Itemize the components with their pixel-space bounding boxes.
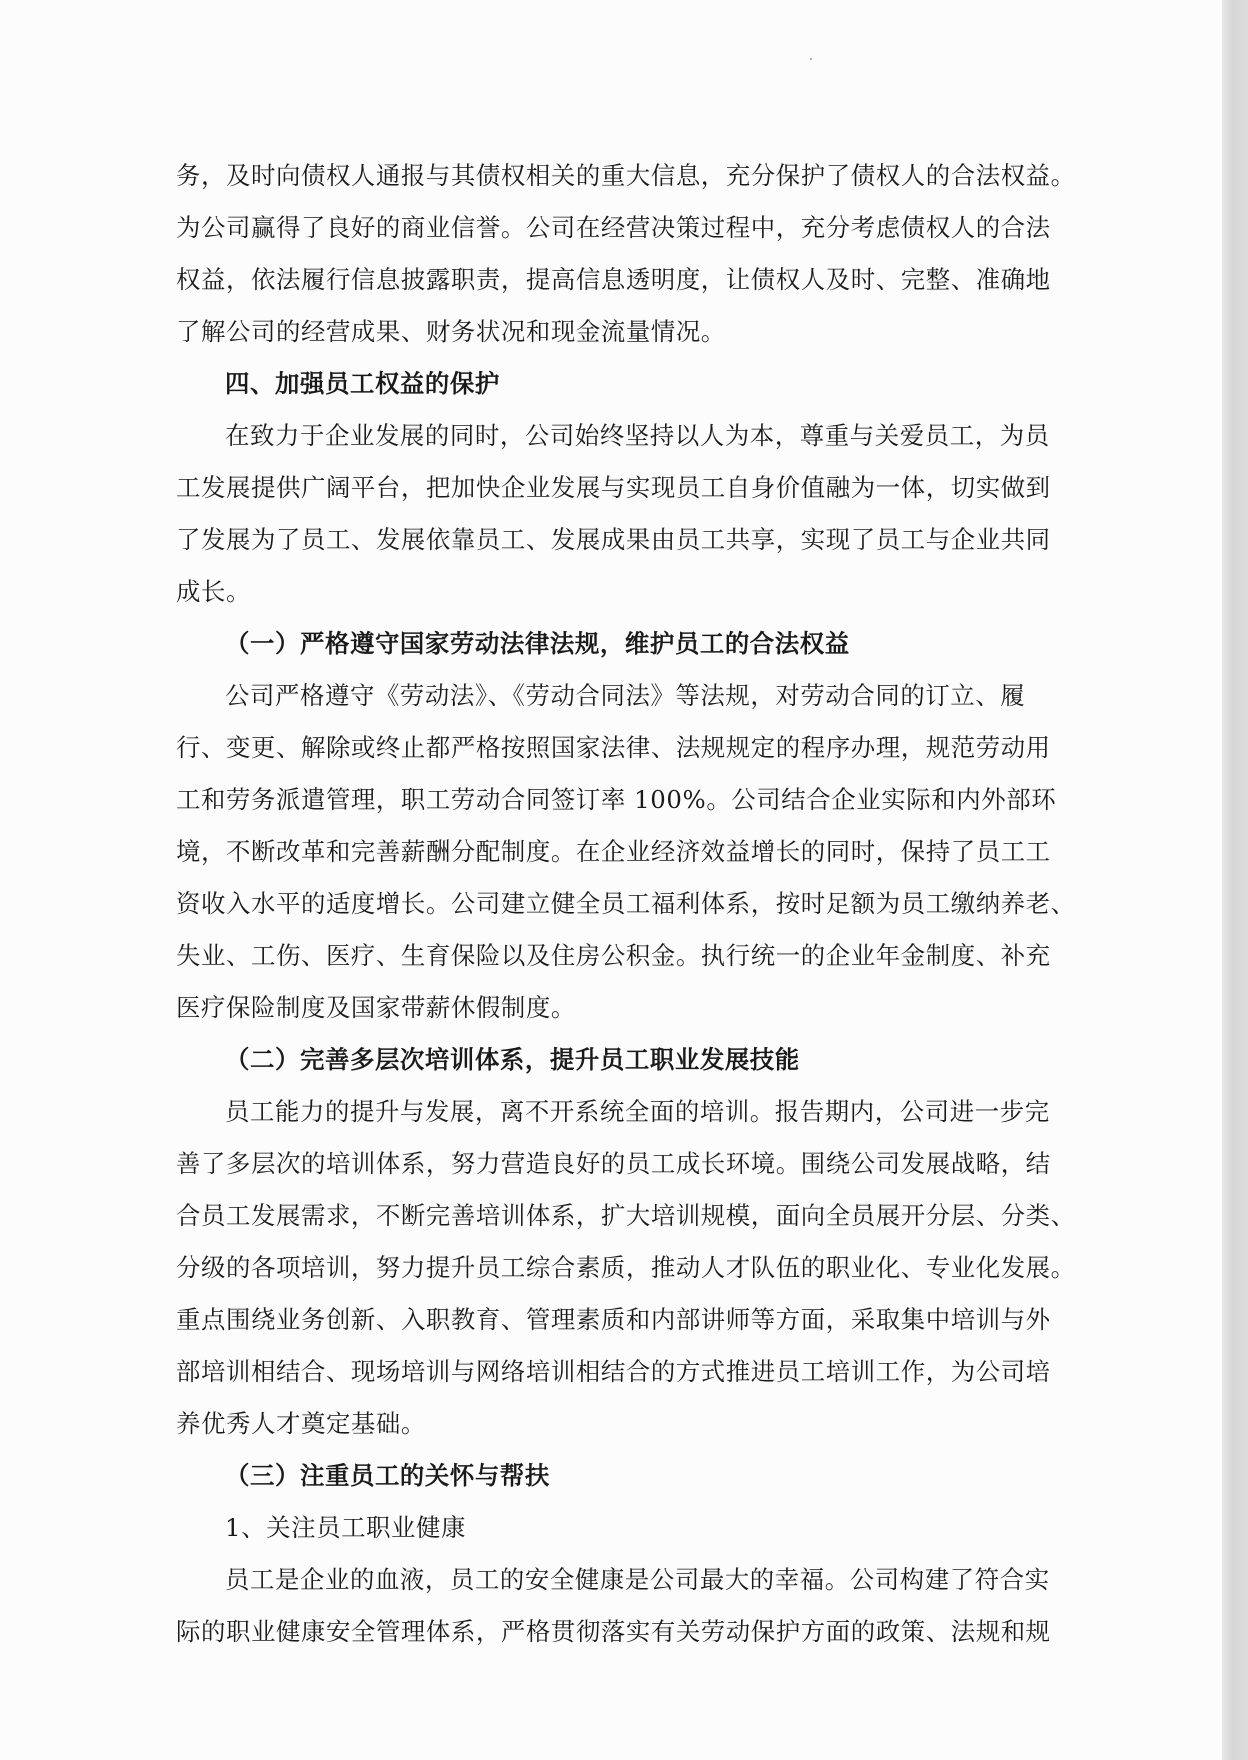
paragraph-line: 部培训相结合、现场培训与网络培训相结合的方式推进员工培训工作，为公司培: [176, 1357, 1051, 1386]
paragraph-line: 资收入水平的适度增长。公司建立健全员工福利体系，按时足额为员工缴纳养老、: [176, 889, 1076, 918]
paragraph-line: 在致力于企业发展的同时，公司始终坚持以人为本，尊重与关爱员工，为员: [225, 421, 1050, 450]
paragraph-line: 失业、工伤、医疗、生育保险以及住房公积金。执行统一的企业年金制度、补充: [176, 941, 1051, 970]
paragraph-line: 工和劳务派遣管理，职工劳动合同签订率 100%。公司结合企业实际和内外部环: [176, 785, 1057, 814]
paragraph-line: 善了多层次的培训体系，努力营造良好的员工成长环境。围绕公司发展战略，结: [176, 1149, 1051, 1178]
paragraph-line: 境，不断改革和完善薪酬分配制度。在企业经济效益增长的同时，保持了员工工: [176, 837, 1051, 866]
paragraph-line: 员工能力的提升与发展，离不开系统全面的培训。报告期内，公司进一步完: [225, 1097, 1050, 1126]
document-body: [176, 150, 1076, 1658]
paragraph-line: 行、变更、解除或终止都严格按照国家法律、法规规定的程序办理，规范劳动用: [176, 733, 1051, 762]
section-heading: （一）严格遵守国家劳动法律法规，维护员工的合法权益: [225, 629, 850, 658]
paragraph-line: 公司严格遵守《劳动法》、《劳动合同法》等法规，对劳动合同的订立、履: [225, 681, 1026, 710]
paragraph-line: 重点围绕业务创新、入职教育、管理素质和内部讲师等方面，采取集中培训与外: [176, 1305, 1051, 1334]
paragraph-line: 分级的各项培训，努力提升员工综合素质，推动人才队伍的职业化、专业化发展。: [176, 1253, 1076, 1282]
section-heading: 四、加强员工权益的保护: [225, 369, 500, 398]
scan-speck: [810, 58, 812, 60]
section-heading: （二）完善多层次培训体系，提升员工职业发展技能: [225, 1045, 800, 1074]
paragraph-line: 合员工发展需求，不断完善培训体系，扩大培训规模，面向全员展开分层、分类、: [176, 1201, 1076, 1230]
paragraph-line: 工发展提供广阔平台，把加快企业发展与实现员工自身价值融为一体，切实做到: [176, 473, 1051, 502]
paragraph-line: 了发展为了员工、发展依靠员工、发展成果由员工共享，实现了员工与企业共同: [176, 525, 1051, 554]
paragraph-line: 务，及时向债权人通报与其债权相关的重大信息，充分保护了债权人的合法权益。: [176, 161, 1076, 190]
paragraph-line: 了解公司的经营成果、财务状况和现金流量情况。: [176, 317, 726, 346]
paragraph-line: 际的职业健康安全管理体系，严格贯彻落实有关劳动保护方面的政策、法规和规: [176, 1617, 1051, 1646]
paragraph-line: 为公司赢得了良好的商业信誉。公司在经营决策过程中，充分考虑债权人的合法: [176, 213, 1051, 242]
paragraph-line: 成长。: [176, 577, 251, 606]
paragraph-line: 员工是企业的血液，员工的安全健康是公司最大的幸福。公司构建了符合实: [225, 1565, 1050, 1594]
paragraph-line: 权益，依法履行信息披露职责，提高信息透明度，让债权人及时、完整、准确地: [176, 265, 1051, 294]
paragraph-line: 1、关注员工职业健康: [225, 1513, 467, 1542]
section-heading: （三）注重员工的关怀与帮扶: [225, 1461, 550, 1490]
paragraph-line: 养优秀人才奠定基础。: [176, 1409, 426, 1438]
paragraph-line: 医疗保险制度及国家带薪休假制度。: [176, 993, 576, 1022]
scan-edge-shadow: [1222, 0, 1248, 1760]
